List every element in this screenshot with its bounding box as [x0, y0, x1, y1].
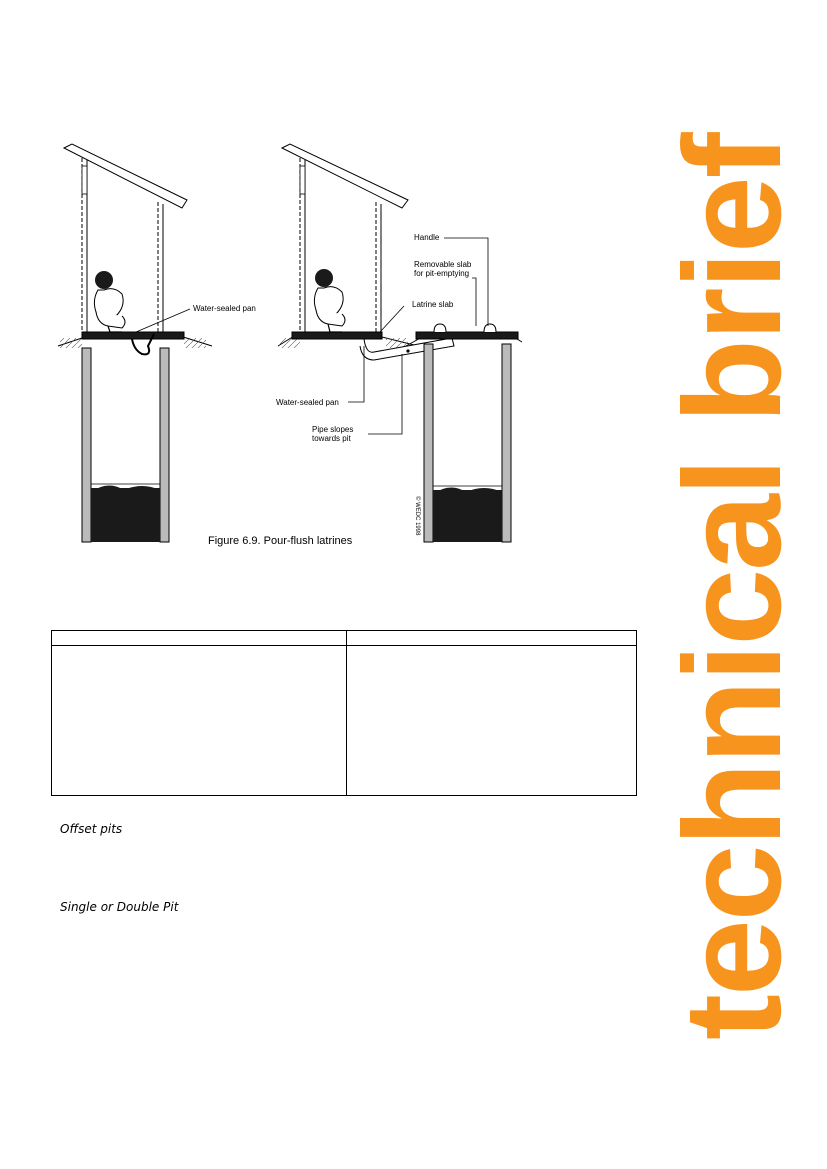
table-column-divider — [346, 631, 347, 795]
latrine-illustration — [52, 110, 532, 558]
pour-flush-latrine-figure — [52, 110, 532, 558]
label-pipe-slopes-line2: towards pit — [312, 434, 351, 443]
heading-offset-pits: Offset pits — [60, 822, 123, 836]
squatting-person-right — [314, 269, 345, 332]
copyright-note: © WEDC 1998 — [414, 496, 420, 536]
label-removable-slab-line2: for pit-emptying — [414, 269, 470, 278]
label-pipe-slopes-line1: Pipe slopes — [312, 425, 354, 434]
comparison-table — [51, 630, 637, 796]
right-latrine — [278, 144, 522, 542]
label-water-sealed-pan-right: Water-sealed pan — [276, 398, 339, 407]
heading-single-double-pit: Single or Double Pit — [60, 900, 179, 914]
squatting-person-left — [94, 271, 125, 332]
left-latrine — [58, 144, 212, 542]
table-header-row — [52, 631, 636, 646]
label-water-sealed-pan-left: Water-sealed pan — [193, 304, 256, 313]
figure-caption: Figure 6.9. Pour-flush latrines — [208, 535, 353, 547]
label-handle: Handle — [414, 233, 440, 242]
technical-brief-banner: technical brief — [656, 134, 810, 1040]
label-removable-slab-line1: Removable slab — [414, 260, 472, 269]
label-latrine-slab: Latrine slab — [412, 300, 454, 309]
